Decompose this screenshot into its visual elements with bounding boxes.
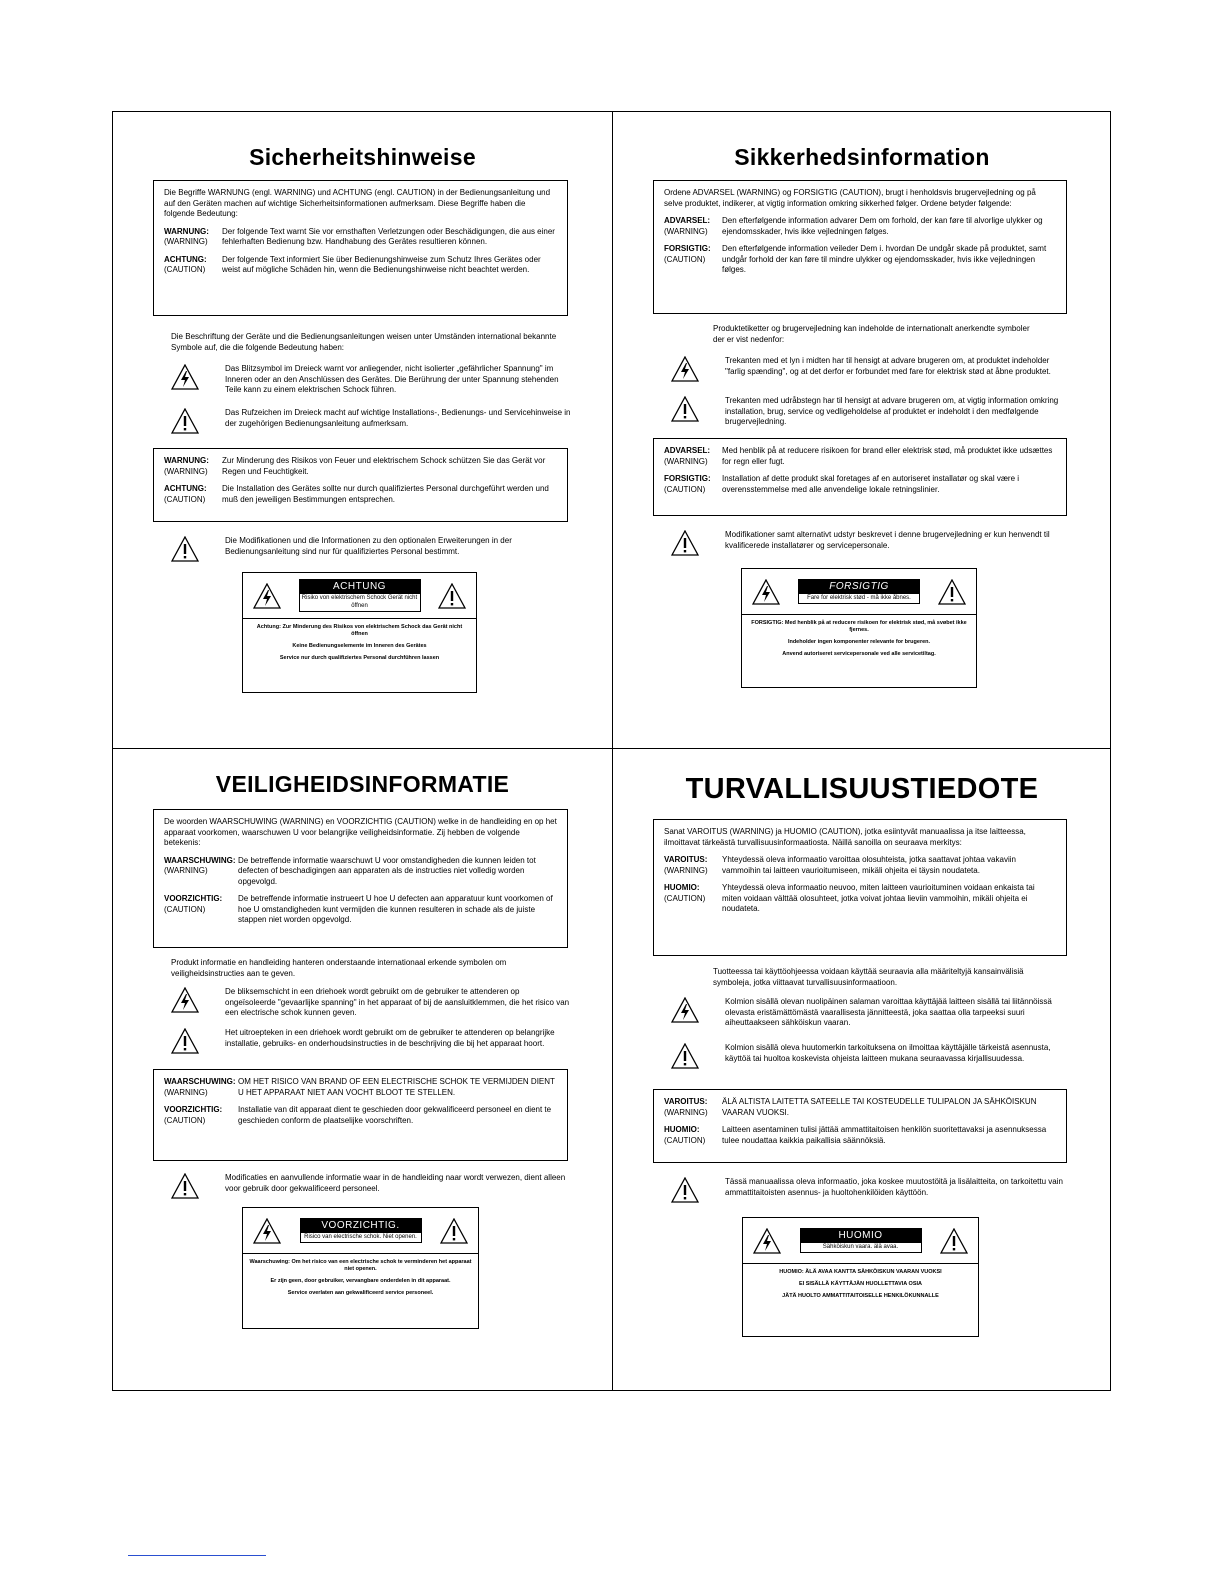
section-title: Sicherheitshinweise: [249, 144, 476, 170]
warning-label: ACHTUNG Risiko von elektrischem Schock Gerät nicht öffnen Achtung: Zur Minderung des Risikos von elektrischem Schock das Gerät nicht öffnen Keine Bedienungselemente im Inneren des Gerätes Service nur durch qualifiziertes Personal durchführen lassen: [242, 572, 477, 693]
lightning-triangle-icon: [752, 579, 780, 605]
symbol-modifications: Modificaties en aanvullende informatie waar in de handleiding naar wordt verwezen, dient alleen voor gebruik door gekwalificeerd personeel.: [171, 1173, 571, 1199]
exclamation-triangle-icon: [671, 1177, 699, 1203]
section-finnish: [613, 749, 1111, 1390]
symbol-lightning: Trekanten med et lyn i midten har til hensigt at advare brugeren om, at produktet indeholder "farlig spænding", og at det derfor er forbundet med fare for elektrisk stød at åbne produktet.: [671, 356, 1071, 382]
symbols-intro: Tuotteessa tai käyttöohjeessa voidaan käyttää seuraavia alla määriteltyjä kansainvälisiä symboleja, jotka viittaavat turvallisuusinformaatioon.: [713, 967, 1024, 987]
section-german: [113, 112, 612, 748]
section-title: VEILIGHEIDSINFORMATIE: [215, 771, 510, 797]
section-danish: [613, 112, 1111, 748]
signal-words-box: Ordene ADVARSEL (WARNING) og FORSIGTIG (CAUTION), brugt i henholdsvis brugervejledning og på selve produktet, indikerer, at vigtig information omkring sikkerhed følger. Ordene betyder følgende: ADVARSEL: (WARNING) Den efterfølgende information advarer Dem om forhold, der kan føre til alvorlige ulykker og ejendomsskader, hvis ikke vejledningen følges. FORSIGTIG: (CAUTION) Den efterfølgende information veileder Dem i. hvordan De undgår skade på produktet, samt undgår forhold der kan føre til mindre ulykker og ejendomsskader, hvis ikke vejledningen følges.: [653, 180, 1067, 314]
symbols-intro: Produktetiketter og brugervejledning kan indeholde de internationalt anerkendte symboler der er vist nedenfor:: [713, 324, 1030, 344]
signal-words-box: De woorden WAARSCHUWING (WARNING) en VOORZICHTIG (CAUTION) welke in de handleiding en op het apparaat voorkomen, waarschuwen U voor belangrijke veiligheidsinformatie. Zij hebben de volgende betekenis: WAARSCHUWING: (WARNING) De betreffende informatie waarschuwt U voor omstandigheden die kunnen leiden tot defecten of beschadigingen aan apparaten als de instructies niet volledig worden opgevolgd. VOORZICHTIG: (CAUTION) De betreffende informatie instrueert U hoe U defecten aan apparatuur kunt voorkomen of hoe U omstandigheden kunt vermijden die kunnen resulteren in schade als de juiste stappen niet worden opgevolgd.: [153, 809, 568, 948]
caution-row: ACHTUNG: (CAUTION) Der folgende Text informiert Sie über Bedienungshinweise zum Schutz Ihres Gerätes oder weist auf mögliche Schäden hin, wenn die Bedienungshinweise nicht beachtet werden.: [164, 254, 541, 274]
lightning-triangle-icon: [171, 987, 199, 1013]
exclamation-triangle-icon: [940, 1228, 968, 1254]
lightning-triangle-icon: [671, 997, 699, 1023]
symbol-exclamation: Das Rufzeichen im Dreieck macht auf wichtige Installations-, Bedienungs- und Servicehinweise in der zugehörigen Bedienungsanleitung aufmerksam.: [171, 408, 571, 434]
signal-words-box: [153, 180, 568, 316]
warning-label: FORSIGTIG Fare for elektrisk stød - må ikke åbnes. FORSIGTIG: Med henblik på at reducere risikoen for elektrisk stød, må svøbet ikke fjernes. Indeholder ingen komponenter relevante for brugeren. Anvend autoriseret servicepersonale ved alle servicetiltag.: [741, 568, 977, 688]
exclamation-triangle-icon: [438, 583, 466, 609]
lightning-triangle-icon: [171, 364, 199, 390]
symbol-lightning: De bliksemschicht in een driehoek wordt gebruikt om de gebruiker te attenderen op ongeïsoleerde "gevaarlijke spanning" in het apparaat of bij de aansluitklemmen, die het risico van een electrische schok kunnen geven.: [171, 987, 571, 1019]
intro-text: Die Begriffe WARNUNG (engl. WARNING) und ACHTUNG (engl. CAUTION) in der Bedienungsanleitung und auf den Geräten machen auf wichtige Sicherheitsinformationen aufmerksam. Diese Begriffe haben die folgende Bedeutung:: [164, 188, 551, 218]
symbol-lightning: Kolmion sisällä olevan nuolipäinen salaman varoittaa käyttäjää laitteen sisällä tai liitännöissä olevasta eristämättömästä vaarallisesta jännitteestä, joka saattaa olla tarpeeksi suuri aiheuttaakseen sähköiskun vaaran.: [671, 997, 1071, 1029]
warning-label: HUOMIO Sähköiskun vaara. älä avaa. HUOMIO: ÄLÄ AVAA KANTTA SÄHKÖISKUN VAARAN VUOKSI EI SISÄLLÄ KÄYTTÄJÄN HUOLLETTAVIA OSIA JÄTÄ HUOLTO AMMATTITAITOISELLE HENKILÖKUNNALLE: [742, 1217, 979, 1337]
lightning-triangle-icon: [753, 1228, 781, 1254]
exclamation-triangle-icon: [671, 396, 699, 422]
exclamation-triangle-icon: [440, 1218, 468, 1244]
symbol-exclamation: Het uitroepteken in een driehoek wordt gebruikt om de gebruiker te attenderen op belangrijke installatie, gebruiks- en onderhoudsinstructies in de beschrijving die bij het apparaat hoort.: [171, 1028, 571, 1054]
label-header: HUOMIO: [801, 1229, 921, 1243]
exclamation-triangle-icon: [171, 536, 199, 562]
section-title: Sikkerhedsinformation: [734, 144, 990, 170]
warning-box: ADVARSEL: (WARNING) Med henblik på at reducere risikoen for brand eller elektrisk stød, må produktet ikke udsættes for regn eller fugt. FORSIGTIG: (CAUTION) Installation af dette produkt skal foretages af en autoriseret installatør og skal være i overensstemmelse med alle anvendelige lokale retningslinier.: [653, 438, 1067, 516]
exclamation-triangle-icon: [671, 530, 699, 556]
warning-box: WAARSCHUWING: (WARNING) OM HET RISICO VAN BRAND OF EEN ELECTRISCHE SCHOK TE VERMIJDEN DIENT U HET APPARAAT NIET AAN VOCHT BLOOT TE STELLEN. VOORZICHTIG: (CAUTION) Installatie van dit apparaat dient te geschieden door gekwalificeerd personeel en dient te geschieden conform de plaatselijke voorschriften.: [153, 1069, 568, 1161]
section-title: TURVALLISUUSTIEDOTE: [685, 773, 1039, 805]
warning-label: VOORZICHTIG. Risico van electrische schok. Niet openen. Waarschuwing: Om het risico van een electrische schok te verminderen het apparaat niet openen. Er zijn geen, door gebruiker, vervangbare onderdelen in dit apparaat. Service overlaten aan gekwalificeerd service personeel.: [242, 1207, 479, 1329]
symbol-modifications: Tässä manuaalissa oleva informaatio, joka koskee muutostöitä ja lisälaitteita, on tarkoitettu vain ammattitaitoisten asennus- ja huoltohenkilöiden käyttöön.: [671, 1177, 1071, 1203]
symbol-modifications: Modifikationer samt alternativt udstyr beskrevet i denne brugervejledning er kun henvendt til kvalificerede installatører og servicepersonale.: [671, 530, 1071, 556]
lightning-triangle-icon: [253, 583, 281, 609]
lightning-triangle-icon: [671, 356, 699, 382]
exclamation-triangle-icon: [171, 1028, 199, 1054]
exclamation-triangle-icon: [671, 1043, 699, 1069]
symbols-intro: Produkt informatie en handleiding hanteren onderstaande internationaal erkende symbolen om veiligheidsinstructies aan te geven.: [171, 958, 507, 978]
exclamation-triangle-icon: [171, 408, 199, 434]
label-header: VOORZICHTIG.: [301, 1219, 421, 1233]
exclamation-triangle-icon: [171, 1173, 199, 1199]
section-dutch: [113, 749, 612, 1390]
signal-words-box: Sanat VAROITUS (WARNING) ja HUOMIO (CAUTION), jotka esiintyvät manuaalissa ja itse laitteessa, ilmoittavat tärkeästä turvallisuusinformaatiosta. Näillä sanoilla on seuraava merkitys: VAROITUS: (WARNING) Yhteydessä oleva informaatio varoittaa olosuhteista, jotka saattavat johtaa vakaviin vammoihin tai laitteen vaurioitumiseen, mikäli ohjeita ei täysin noudateta. HUOMIO: (CAUTION) Yhteydessä oleva informaatio neuvoo, miten laitteen vaurioituminen voidaan enkaista tai miten voidaan välttää olosuhteet, jotka voivat johtaa lieviin vammoihin, mikäli ohjeita ei noudateta.: [653, 819, 1067, 956]
document-grid: [112, 111, 1111, 1391]
footer-rule: [128, 1555, 266, 1556]
warning-row: WARNUNG: (WARNING) Der folgende Text warnt Sie vor ernsthaften Verletzungen oder Beschädigungen, die aus einer fehlerhaften Bedienung bzw. Handhabung des Gerätes resultieren können.: [164, 226, 555, 246]
warning-box: WARNUNG: (WARNING) Zur Minderung des Risikos von Feuer und elektrischem Schock schützen Sie das Gerät vor Regen und Feuchtigkeit. ACHTUNG: (CAUTION) Die Installation des Gerätes sollte nur durch qualifiziertes Personal durchgeführt werden und muß den jeweiligen Bestimmungen entsprechen.: [153, 448, 568, 522]
symbol-modifications: Die Modifikationen und die Informationen zu den optionalen Erweiterungen in der Bedienungsanleitung sind nur für qualifiziertes Personal bestimmt.: [171, 536, 571, 562]
lightning-triangle-icon: [253, 1218, 281, 1244]
symbol-exclamation: Trekanten med udråbstegn har til hensigt at advare brugeren om, at vigtig information omkring installation, brug, service og vedligeholdelse af produktet er indeholdt i den medfølgende brugervejledning.: [671, 396, 1071, 428]
symbol-exclamation: Kolmion sisällä oleva huutomerkin tarkoituksena on ilmoittaa käyttäjälle tärkeistä asennusta, käyttöä tai huoltoa koskevista ohjeista laitteen mukana seuraavassa kirjallisuudessa.: [671, 1043, 1071, 1069]
symbol-lightning: Das Blitzsymbol im Dreieck warnt vor anliegender, nicht isolierter „gefährlicher Spannung" im Inneren oder an den Anschlüssen des Gerätes. Die Berührung der unter Spannung stehenden Teile kann zu einem elektrischen Schock führen.: [171, 364, 571, 396]
label-header: ACHTUNG: [300, 580, 420, 594]
warning-box: VAROITUS: (WARNING) ÄLÄ ALTISTA LAITETTA SATEELLE TAI KOSTEUDELLE TULIPALON JA SÄHKÖISKUN VAARAN VUOKSI. HUOMIO: (CAUTION) Laitteen asentaminen tulisi jättää ammattitaitoisen henkilön suoritettavaksi ja asennuksessa tulee noudattaa kaikkia paikallisia säännöksiä.: [653, 1089, 1067, 1163]
symbols-intro: Die Beschriftung der Geräte und die Bedienungsanleitungen weisen unter Umständen international bekannte Symbole auf, die die folgende Bedeutung haben:: [171, 332, 557, 352]
exclamation-triangle-icon: [938, 579, 966, 605]
label-header: FORSIGTIG: [799, 580, 919, 594]
